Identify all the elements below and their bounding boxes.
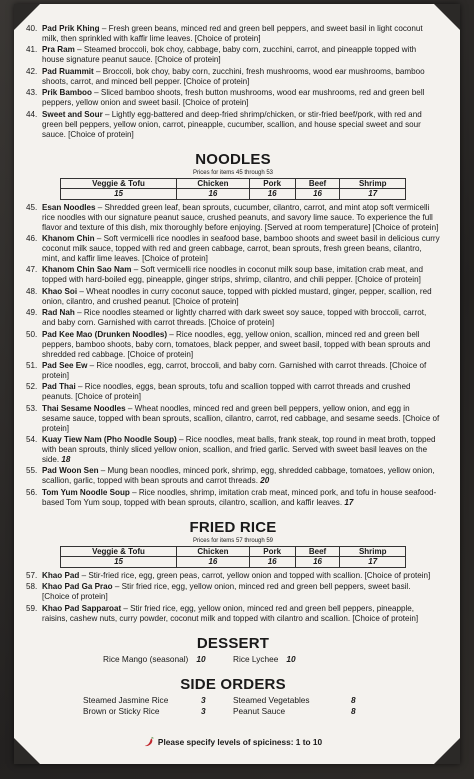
item-number: 52. <box>26 382 38 392</box>
menu-item <box>26 361 440 381</box>
menu-item <box>26 404 440 434</box>
item-price: 17 <box>344 497 354 507</box>
item-number: 48. <box>26 286 38 296</box>
side-item <box>233 706 383 717</box>
item-description: – Rice noodles, egg, yellow onion, scallion, minced red and green bell peppers, bamboo shoots, baby corn, tomatoes, black pepper, and sweet basil, topped with bean sprouts and shredded red cabbage. [Choice of protein] <box>42 329 431 359</box>
item-number: 47. <box>26 265 38 275</box>
side-item <box>83 706 233 717</box>
menu-item <box>26 435 440 465</box>
item-number: 44. <box>26 109 38 119</box>
item-number: 56. <box>26 487 38 497</box>
dessert-price: 10 <box>286 653 296 664</box>
price-value: 15 <box>61 557 177 568</box>
item-number: 57. <box>26 570 38 580</box>
item-description: – Broccoli, bok choy, baby corn, zucchini, fresh mushrooms, wood ear mushrooms, bamboo shoots, carrot, and minced bell pepper. [Choice of protein] <box>42 66 425 86</box>
dessert-heading: DESSERT <box>196 634 270 652</box>
item-name: Tom Yum Noodle Soup <box>42 487 130 497</box>
noodles-list <box>26 203 440 508</box>
menu-item <box>26 45 440 65</box>
item-name: Thai Sesame Noodles <box>42 403 126 413</box>
item-number: 49. <box>26 308 38 318</box>
item-description: – Stir fried rice, egg, yellow onion, minced red and green bell peppers, pineapple, raisins, cashew nuts, curry powder, coconut milk and topped with cilantro and scallion. [Choice of protein] <box>42 603 419 623</box>
price-header: Pork <box>249 178 295 189</box>
dessert-name: Rice Mango (seasonal) <box>103 653 189 664</box>
curry-list-continued <box>26 24 440 140</box>
dessert-item <box>233 654 363 665</box>
item-name: Pad Prik Khing <box>42 24 100 33</box>
item-description: – Wheat noodles in curry coconut sauce, topped with pickled mustard, ginger, pepper, scallion, red onion, cilantro, and crushed peanut. [Choice of protein] <box>42 286 432 306</box>
item-description: – Mung bean noodles, minced pork, shrimp, egg, shredded cabbage, tomatoes, yellow onion, scallion, garlic, topped with bean sprouts and carrot threads. <box>42 466 435 486</box>
item-number: 45. <box>26 202 38 212</box>
price-value: 17 <box>340 189 406 200</box>
price-header: Veggie & Tofu <box>61 178 177 189</box>
item-name: Esan Noodles <box>42 202 96 212</box>
menu-item <box>26 571 440 581</box>
item-number: 40. <box>26 24 38 33</box>
noodles-heading: NOODLES <box>195 150 271 168</box>
item-description: – Rice noodles, shrimp, imitation crab meat, minced pork, and tofu in house seafood-based Tom Yum soup, topped with bean sprouts, cilantro, scallion, and kaffir leaves. <box>42 487 437 507</box>
menu-item <box>26 308 440 328</box>
price-header: Shrimp <box>340 546 406 557</box>
menu-content <box>26 24 440 747</box>
side-name: Steamed Vegetables <box>233 694 310 705</box>
item-name: Kuay Tiew Nam (Pho Noodle Soup) <box>42 435 177 445</box>
item-description: – Stir fried rice, egg, yellow onion, minced red and green bell peppers, sweet basil. [Choice of protein] <box>42 582 411 602</box>
side-price: 8 <box>351 694 356 705</box>
price-header: Chicken <box>177 178 250 189</box>
price-header: Pork <box>249 546 295 557</box>
item-description: – Sliced bamboo shoots, fresh button mushrooms, wood ear mushrooms, red and green bell peppers, yellow onion and sweet basil. [Choice of protein] <box>42 88 425 108</box>
side-orders-heading: SIDE ORDERS <box>180 675 286 693</box>
item-description: – Stir-fried rice, egg, green peas, carrot, yellow onion and topped with scallion. [Choice of protein] <box>79 570 431 580</box>
item-description: – Rice noodles steamed or lightly charred with dark sweet soy sauce, topped with broccoli, carrot, and baby corn. Garnished with carrot threads. [Choice of protein] <box>42 308 427 328</box>
menu-page <box>14 4 460 764</box>
item-name: Khao Pad Ga Prao <box>42 582 113 592</box>
item-name: Pad Woon Sen <box>42 466 99 476</box>
menu-item <box>26 265 440 285</box>
item-number: 58. <box>26 582 38 592</box>
menu-item <box>26 330 440 360</box>
item-name: Khanom Chin Sao Nam <box>42 265 132 275</box>
price-value: 16 <box>177 189 250 200</box>
price-header: Chicken <box>177 546 250 557</box>
price-value: 16 <box>295 557 340 568</box>
price-value: 16 <box>249 189 295 200</box>
item-name: Rad Nah <box>42 308 75 318</box>
side-name: Peanut Sauce <box>233 705 286 716</box>
dessert-list <box>26 654 440 665</box>
item-number: 43. <box>26 88 38 98</box>
menu-item <box>26 203 440 233</box>
item-number: 55. <box>26 466 38 476</box>
item-description: – Steamed broccoli, bok choy, cabbage, baby corn, zucchini, carrot, and pineapple topped with house signature peanut sauce. [Choice of protein] <box>42 45 417 65</box>
side-name: Brown or Sticky Rice <box>83 705 160 716</box>
item-name: Khao Pad Sapparoat <box>42 603 122 613</box>
menu-item <box>26 234 440 264</box>
item-description: – Lightly egg-battered and deep-fried shrimp/chicken, or stir-fried beef/pork, with red and green bell peppers, yellow onion, carrot, pineapple, cucumber, scallion, and house special sweet and sour sauce. [Choice of protein] <box>42 109 422 139</box>
price-value: 16 <box>177 557 250 568</box>
item-name: Sweet and Sour <box>42 109 103 119</box>
price-value: 16 <box>295 189 340 200</box>
spiciness-note <box>26 737 440 747</box>
item-number: 50. <box>26 329 38 339</box>
item-price: 18 <box>61 455 71 465</box>
fried-rice-heading: FRIED RICE <box>189 518 277 536</box>
item-name: Pra Ram <box>42 45 75 55</box>
chili-pepper-icon <box>144 737 154 747</box>
item-name: Khao Pad <box>42 570 80 580</box>
dessert-item <box>103 654 233 665</box>
price-value: 16 <box>249 557 295 568</box>
menu-item <box>26 466 440 486</box>
item-description: – Rice noodles, meat balls, frank steak, top round in meat broth, topped with bean sprouts, thinly sliced yellow onion, scallion, and fried garlic. Served with sweet basil leaves on the side. <box>42 435 436 465</box>
side-item <box>233 695 383 706</box>
price-header: Beef <box>295 546 340 557</box>
side-orders-list <box>83 695 383 717</box>
item-number: 54. <box>26 435 38 445</box>
item-description: – Fresh green beans, minced red and green bell peppers, and sweet basil in light coconut milk, then sprinkled with kaffir lime leaves. [Choice of protein] <box>42 24 423 43</box>
price-header: Beef <box>295 178 340 189</box>
menu-item <box>26 582 440 602</box>
dessert-price: 10 <box>196 653 206 664</box>
price-value: 15 <box>61 189 177 200</box>
item-name: Khanom Chin <box>42 233 95 243</box>
item-name: Pad Ruammit <box>42 66 94 76</box>
item-number: 46. <box>26 233 38 243</box>
price-header: Veggie & Tofu <box>61 546 177 557</box>
menu-item <box>26 67 440 87</box>
side-price: 8 <box>351 705 356 716</box>
menu-item <box>26 488 440 508</box>
item-price: 20 <box>260 476 270 486</box>
item-number: 59. <box>26 603 38 613</box>
item-description: – Rice noodles, eggs, bean sprouts, tofu and scallion topped with carrot threads and crushed peanuts. [Choice of protein] <box>42 382 411 402</box>
item-description: – Soft vermicelli rice noodles in seafood base, bamboo shoots and sweet basil in delicious curry coconut milk sauce, topped with red and green cabbage, carrot, bean sprouts, fresh green beans, cilantro, mint, and kaffir lime leaves. [Choice of protein] <box>42 233 440 263</box>
fried-rice-price-note: Prices for items 57 through 59 <box>192 537 274 544</box>
menu-item <box>26 604 440 624</box>
dessert-name: Rice Lychee <box>233 653 279 664</box>
spiciness-text: Please specify levels of spiciness: 1 to 10 <box>157 736 323 747</box>
item-name: Pad See Ew <box>42 360 88 370</box>
item-description: – Wheat noodles, minced red and green bell peppers, yellow onion, and egg in sesame sauce, topped with bean sprouts, scallion, cilantro, carrot, red cabbage, and sesame seeds. [Choice of protein] <box>42 403 440 433</box>
item-name: Khao Soi <box>42 286 78 296</box>
menu-item <box>26 110 440 140</box>
price-value: 17 <box>340 557 406 568</box>
menu-item <box>26 88 440 108</box>
fried-rice-price-table <box>60 546 406 568</box>
item-name: Prik Bamboo <box>42 88 92 98</box>
menu-item <box>26 382 440 402</box>
item-number: 41. <box>26 45 38 55</box>
item-description: – Rice noodles, egg, carrot, broccoli, and baby corn. Garnished with carrot threads. [Choice of protein] <box>42 360 427 380</box>
item-name: Pad Kee Mao (Drunken Noodles) <box>42 329 168 339</box>
item-description: – Shredded green leaf, bean sprouts, cucumber, cilantro, carrot, and mint atop soft vermicelli rice noodles with our signature peanut sauce, crushed peanuts, and savory lime sauce. To experience the full flavor and texture of this dish, mix thoroughly before enjoying. [Served at room temperature] [Choice of protein] <box>42 202 439 232</box>
item-description: – Soft vermicelli rice noodles in coconut milk soup base, imitation crab meat, and topped with hard-boiled egg, pineapple, ginger strips, shrimp, cilantro, and chili pepper. [Choice of protein] <box>42 265 424 285</box>
item-name: Pad Thai <box>42 382 76 392</box>
menu-item <box>26 287 440 307</box>
item-number: 53. <box>26 403 38 413</box>
side-item <box>83 695 233 706</box>
item-number: 42. <box>26 66 38 76</box>
side-price: 3 <box>201 705 206 716</box>
side-name: Steamed Jasmine Rice <box>83 694 169 705</box>
fried-rice-list <box>26 571 440 624</box>
side-price: 3 <box>201 694 206 705</box>
noodles-price-note: Prices for items 45 through 53 <box>192 169 274 176</box>
item-number: 51. <box>26 360 38 370</box>
menu-item <box>26 24 440 44</box>
price-header: Shrimp <box>340 178 406 189</box>
noodles-price-table <box>60 178 406 200</box>
